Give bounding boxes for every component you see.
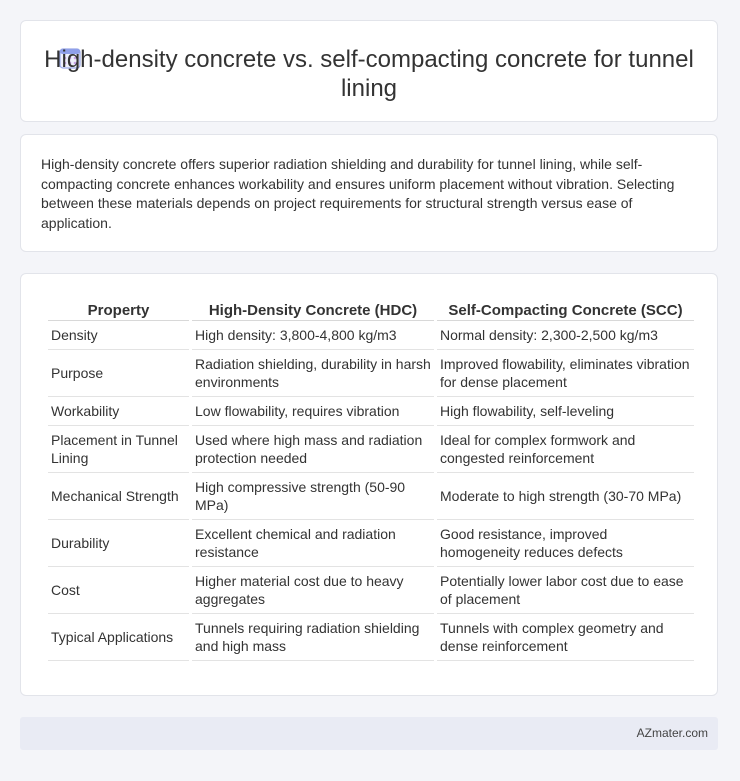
table-row bbox=[48, 473, 694, 520]
row-property: Purpose bbox=[48, 350, 189, 397]
table-row bbox=[48, 614, 694, 661]
row-scc-value: High flowability, self-leveling bbox=[437, 397, 694, 426]
row-property: Workability bbox=[48, 397, 189, 426]
row-hdc-value: High compressive strength (50-90 MPa) bbox=[192, 473, 434, 520]
row-hdc-value: Tunnels requiring radiation shielding and high mass bbox=[192, 614, 434, 661]
row-hdc-value: Low flowability, requires vibration bbox=[192, 397, 434, 426]
row-scc-value: Ideal for complex formwork and congested reinforcement bbox=[437, 426, 694, 473]
header-hdc: High-Density Concrete (HDC) bbox=[192, 294, 434, 321]
row-hdc-value: Excellent chemical and radiation resistance bbox=[192, 520, 434, 567]
comparison-table bbox=[45, 294, 697, 661]
table-row bbox=[48, 321, 694, 350]
row-property: Durability bbox=[48, 520, 189, 567]
table-row bbox=[48, 567, 694, 614]
table-header-row bbox=[48, 294, 694, 321]
row-scc-value: Potentially lower labor cost due to ease of placement bbox=[437, 567, 694, 614]
row-hdc-value: High density: 3,800-4,800 kg/m3 bbox=[192, 321, 434, 350]
header-property: Property bbox=[48, 294, 189, 321]
row-property: Density bbox=[48, 321, 189, 350]
footer-site-link[interactable]: AZmater.com bbox=[636, 726, 708, 740]
row-scc-value: Normal density: 2,300-2,500 kg/m3 bbox=[437, 321, 694, 350]
table-row bbox=[48, 426, 694, 473]
row-hdc-value: Used where high mass and radiation protection needed bbox=[192, 426, 434, 473]
comparison-table-card bbox=[20, 273, 718, 696]
table-row bbox=[48, 520, 694, 567]
table-row bbox=[48, 350, 694, 397]
row-hdc-value: Higher material cost due to heavy aggregates bbox=[192, 567, 434, 614]
row-property: Cost bbox=[48, 567, 189, 614]
summary-text: High-density concrete offers superior radiation shielding and durability for tunnel lining, while self-compacting concrete enhances workability and ensures uniform placement without vibration. Selecting between these materials depends on project requirements for structural strength versus ease of application. bbox=[41, 156, 675, 231]
header-scc: Self-Compacting Concrete (SCC) bbox=[437, 294, 694, 321]
row-hdc-value: Radiation shielding, durability in harsh environments bbox=[192, 350, 434, 397]
row-scc-value: Moderate to high strength (30-70 MPa) bbox=[437, 473, 694, 520]
table-row bbox=[48, 397, 694, 426]
title-card bbox=[20, 20, 718, 122]
row-property: Mechanical Strength bbox=[48, 473, 189, 520]
row-scc-value: Tunnels with complex geometry and dense reinforcement bbox=[437, 614, 694, 661]
row-scc-value: Improved flowability, eliminates vibration for dense placement bbox=[437, 350, 694, 397]
row-scc-value: Good resistance, improved homogeneity reduces defects bbox=[437, 520, 694, 567]
footer bbox=[20, 717, 718, 750]
page-title: High-density concrete vs. self-compacting concrete for tunnel lining bbox=[44, 46, 694, 102]
summary-card bbox=[20, 134, 718, 252]
row-property: Placement in Tunnel Lining bbox=[48, 426, 189, 473]
row-property: Typical Applications bbox=[48, 614, 189, 661]
